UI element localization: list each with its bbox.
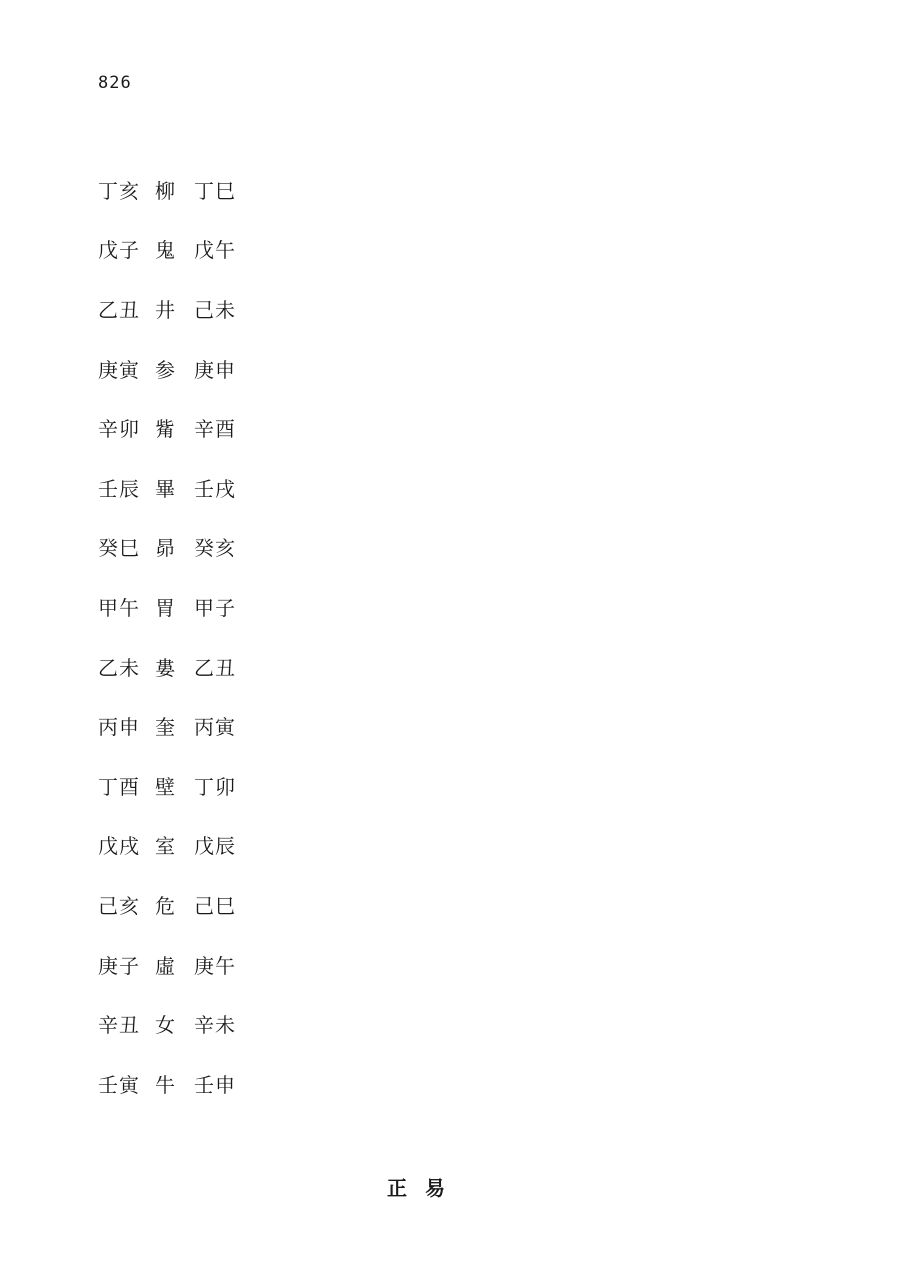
page-number: 826: [98, 73, 132, 93]
right-ganzhi: 丁卯: [194, 774, 236, 799]
right-ganzhi: 壬戌: [194, 476, 236, 501]
right-ganzhi: 戊午: [194, 238, 236, 263]
table-row: [98, 757, 236, 817]
lunar-mansion: 井: [155, 297, 175, 322]
lunar-mansion: 昴: [155, 536, 175, 561]
right-ganzhi: 丙寅: [194, 715, 236, 740]
left-ganzhi: 丁亥: [98, 178, 140, 203]
right-ganzhi: 己巳: [194, 893, 236, 918]
left-ganzhi: 乙未: [98, 655, 140, 680]
lunar-mansion: 鬼: [155, 238, 175, 263]
lunar-mansion: 觜: [155, 417, 175, 442]
table-row: [98, 876, 236, 936]
table-row: [98, 280, 236, 340]
left-ganzhi: 戊戌: [98, 834, 140, 859]
right-ganzhi: 丁巳: [194, 178, 236, 203]
left-ganzhi: 丁酉: [98, 774, 140, 799]
lunar-mansion: 危: [155, 893, 175, 918]
left-ganzhi: 辛卯: [98, 417, 140, 442]
left-ganzhi: 己亥: [98, 893, 140, 918]
footer-title: 正易: [387, 1176, 463, 1200]
table-row: [98, 399, 236, 459]
left-ganzhi: 壬寅: [98, 1072, 140, 1097]
right-ganzhi: 辛未: [194, 1013, 236, 1038]
table-row: [98, 995, 236, 1055]
table-row: [98, 697, 236, 757]
lunar-mansion: 牛: [155, 1072, 175, 1097]
right-ganzhi: 甲子: [194, 595, 236, 620]
left-ganzhi: 辛丑: [98, 1013, 140, 1038]
table-row: [98, 638, 236, 698]
lunar-mansion: 虛: [155, 953, 175, 978]
right-ganzhi: 戊辰: [194, 834, 236, 859]
lunar-mansion: 柳: [155, 178, 175, 203]
lunar-mansion: 女: [155, 1013, 175, 1038]
right-ganzhi: 癸亥: [194, 536, 236, 561]
table-row: [98, 1055, 236, 1115]
lunar-mansion: 参: [155, 357, 175, 382]
left-ganzhi: 戊子: [98, 238, 140, 263]
right-ganzhi: 己未: [194, 297, 236, 322]
table-row: [98, 578, 236, 638]
lunar-mansion: 壁: [155, 774, 175, 799]
lunar-mansion: 胃: [155, 595, 175, 620]
left-ganzhi: 乙丑: [98, 297, 140, 322]
table-row: [98, 340, 236, 400]
ganzhi-mansion-table: [98, 161, 236, 1115]
right-ganzhi: 辛酉: [194, 417, 236, 442]
right-ganzhi: 乙丑: [194, 655, 236, 680]
lunar-mansion: 婁: [155, 655, 175, 680]
table-row: [98, 161, 236, 221]
table-row: [98, 817, 236, 877]
left-ganzhi: 甲午: [98, 595, 140, 620]
table-row: [98, 519, 236, 579]
left-ganzhi: 庚寅: [98, 357, 140, 382]
lunar-mansion: 奎: [155, 715, 175, 740]
table-row: [98, 459, 236, 519]
table-row: [98, 936, 236, 996]
right-ganzhi: 庚午: [194, 953, 236, 978]
lunar-mansion: 室: [155, 834, 175, 859]
table-row: [98, 221, 236, 281]
left-ganzhi: 丙申: [98, 715, 140, 740]
lunar-mansion: 畢: [155, 476, 175, 501]
left-ganzhi: 壬辰: [98, 476, 140, 501]
right-ganzhi: 壬申: [194, 1072, 236, 1097]
left-ganzhi: 庚子: [98, 953, 140, 978]
right-ganzhi: 庚申: [194, 357, 236, 382]
left-ganzhi: 癸巳: [98, 536, 140, 561]
